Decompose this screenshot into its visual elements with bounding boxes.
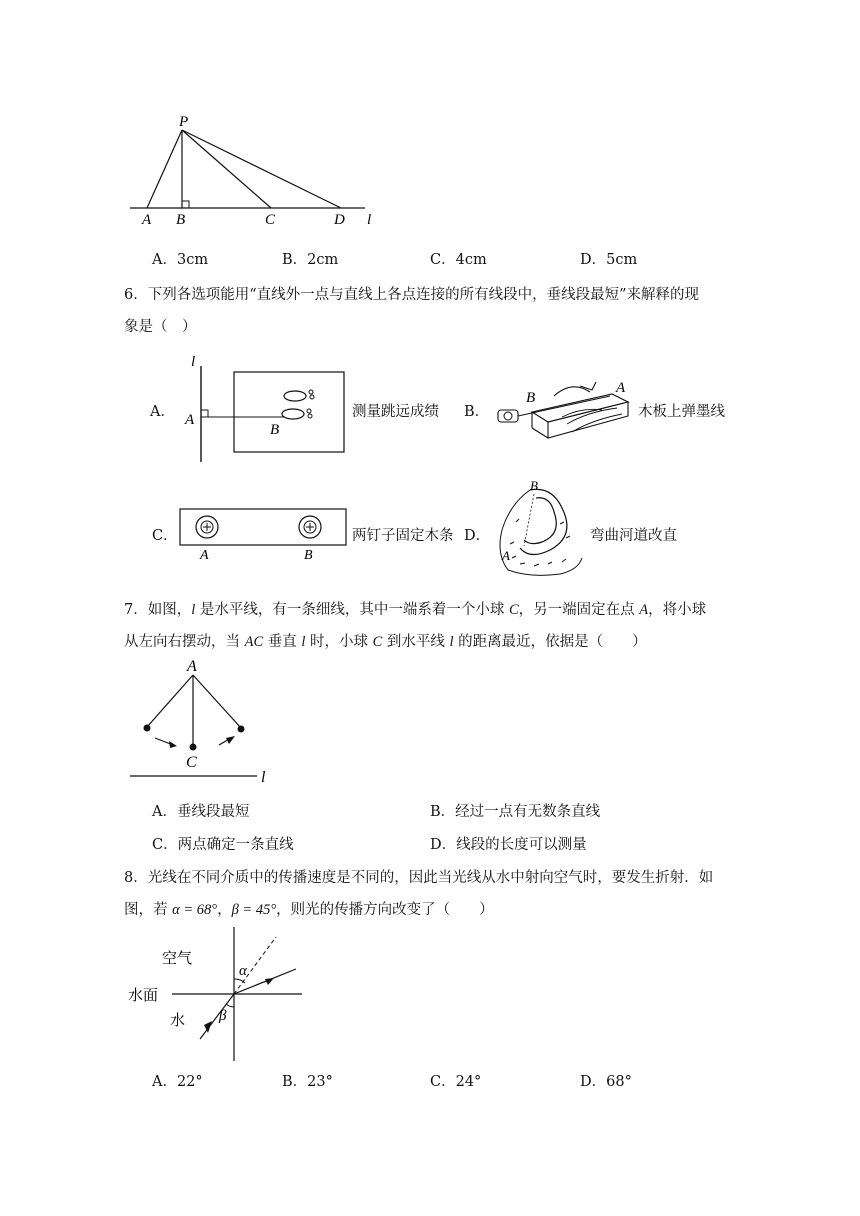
footprint-toe [309,390,313,394]
beta-label: β [219,1008,227,1024]
q7-var-ac: AC [244,634,264,650]
point-a-label: A [616,380,626,396]
q7-option-c[interactable]: C．两点确定一条直线 [152,837,294,853]
q5-option-d[interactable]: D．5cm [580,252,638,268]
q6-stem-line2: 象是（ ） [124,319,197,335]
q7-text: 垂直 [263,634,302,650]
point-b-label: B [304,548,313,563]
point-a-label: A [187,658,197,675]
q6-option-a-caption: 测量跳远成绩 [352,404,439,420]
q6-option-b-caption: 木板上弹墨线 [638,404,725,420]
q7-text: 时，小球 [305,634,373,650]
ball-right [238,726,245,733]
point-a-label: A [185,412,195,428]
q7-option-d[interactable]: D．线段的长度可以测量 [430,837,587,853]
point-d-label: D [334,212,345,228]
point-a-label: A [142,212,152,228]
q5-option-c[interactable]: C．4cm [430,252,487,268]
q8-stem-line2 [124,900,494,920]
q6-option-d-label[interactable]: D． [464,528,491,544]
point-b-label: B [176,212,186,228]
q7-text: 是水平线，有一条细线，其中一端系着一个小球 [195,602,509,618]
point-b-label: B [270,422,280,438]
q8-option-c[interactable]: C．24° [430,1074,482,1090]
point-b-label: B [530,478,538,493]
q7-text: ，另一端固定在点 [518,602,640,618]
q6-option-a-label[interactable]: A． [150,404,175,420]
q7-option-a[interactable]: A．垂线段最短 [152,804,250,820]
ball-c [190,744,197,751]
point-p-label: P [179,114,189,130]
point-a-label: A [200,548,209,563]
q6-stem-line1: 6．下列各选项能用“直线外一点与直线上各点连接的所有线段中，垂线段最短”来解释的现 [124,287,700,303]
q7-option-b[interactable]: B．经过一点有无数条直线 [430,804,601,820]
q5-figure [125,112,385,230]
line-l-label: l [191,354,196,370]
line-l-label: l [367,212,372,228]
point-a-label: A [502,548,510,563]
q5-option-b[interactable]: B．2cm [282,252,339,268]
q8-option-b[interactable]: B．23° [282,1074,333,1090]
q7-var-c: C [372,634,383,650]
q7-text: 的距离最近，依据是（ ） [453,634,647,650]
q7-text: 到水平线 [382,634,450,650]
q7-stem-line1 [124,600,706,620]
q7-var-l: l [191,602,196,618]
q8-text: ， [217,902,232,918]
q6-option-b-figure [492,372,638,444]
ball-left [144,725,151,732]
q8-text: ，则光的传播方向改变了（ ） [276,902,494,918]
q6-option-c-caption: 两钉子固定木条 [352,528,454,544]
alpha-equation: α = 68° [172,902,218,918]
water-label: 水 [170,1013,186,1029]
q7-text: ，将小球 [648,602,707,618]
q7-var-a: A [639,602,649,618]
point-b-label: B [526,390,536,406]
q5-option-a[interactable]: A．3cm [152,252,209,268]
q6-option-c-figure [178,505,350,563]
q6-option-d-figure [490,478,586,582]
q7-text: 从左向右摆动，当 [124,634,245,650]
q6-option-a-figure [180,352,350,464]
q6-option-c-label[interactable]: C． [152,528,178,544]
q7-var-l: l [301,634,306,650]
q7-var-l: l [449,634,454,650]
q8-text: 图，若 [124,902,173,918]
q7-stem-line2 [124,632,647,652]
q7-text: 7．如图， [124,602,192,618]
q8-stem-line1: 8．光线在不同介质中的传播速度是不同的，因此当光线从水中射向空气时，要发生折射．如 [124,870,714,886]
point-c-label: C [265,212,276,228]
water-surface-label: 水面 [128,988,159,1004]
q8-option-d[interactable]: D．68° [580,1074,632,1090]
q7-figure [125,655,275,787]
point-c-label: C [186,754,197,771]
q8-option-a[interactable]: A．22° [152,1074,203,1090]
q7-var-c: C [508,602,519,618]
beta-equation: β = 45° [231,902,277,918]
q6-option-b-label[interactable]: B． [464,404,490,420]
line-l-label: l [261,769,266,786]
q8-figure [124,925,314,1063]
air-label: 空气 [162,951,193,967]
q6-option-d-caption: 弯曲河道改直 [590,528,677,544]
alpha-label: α [239,963,247,979]
